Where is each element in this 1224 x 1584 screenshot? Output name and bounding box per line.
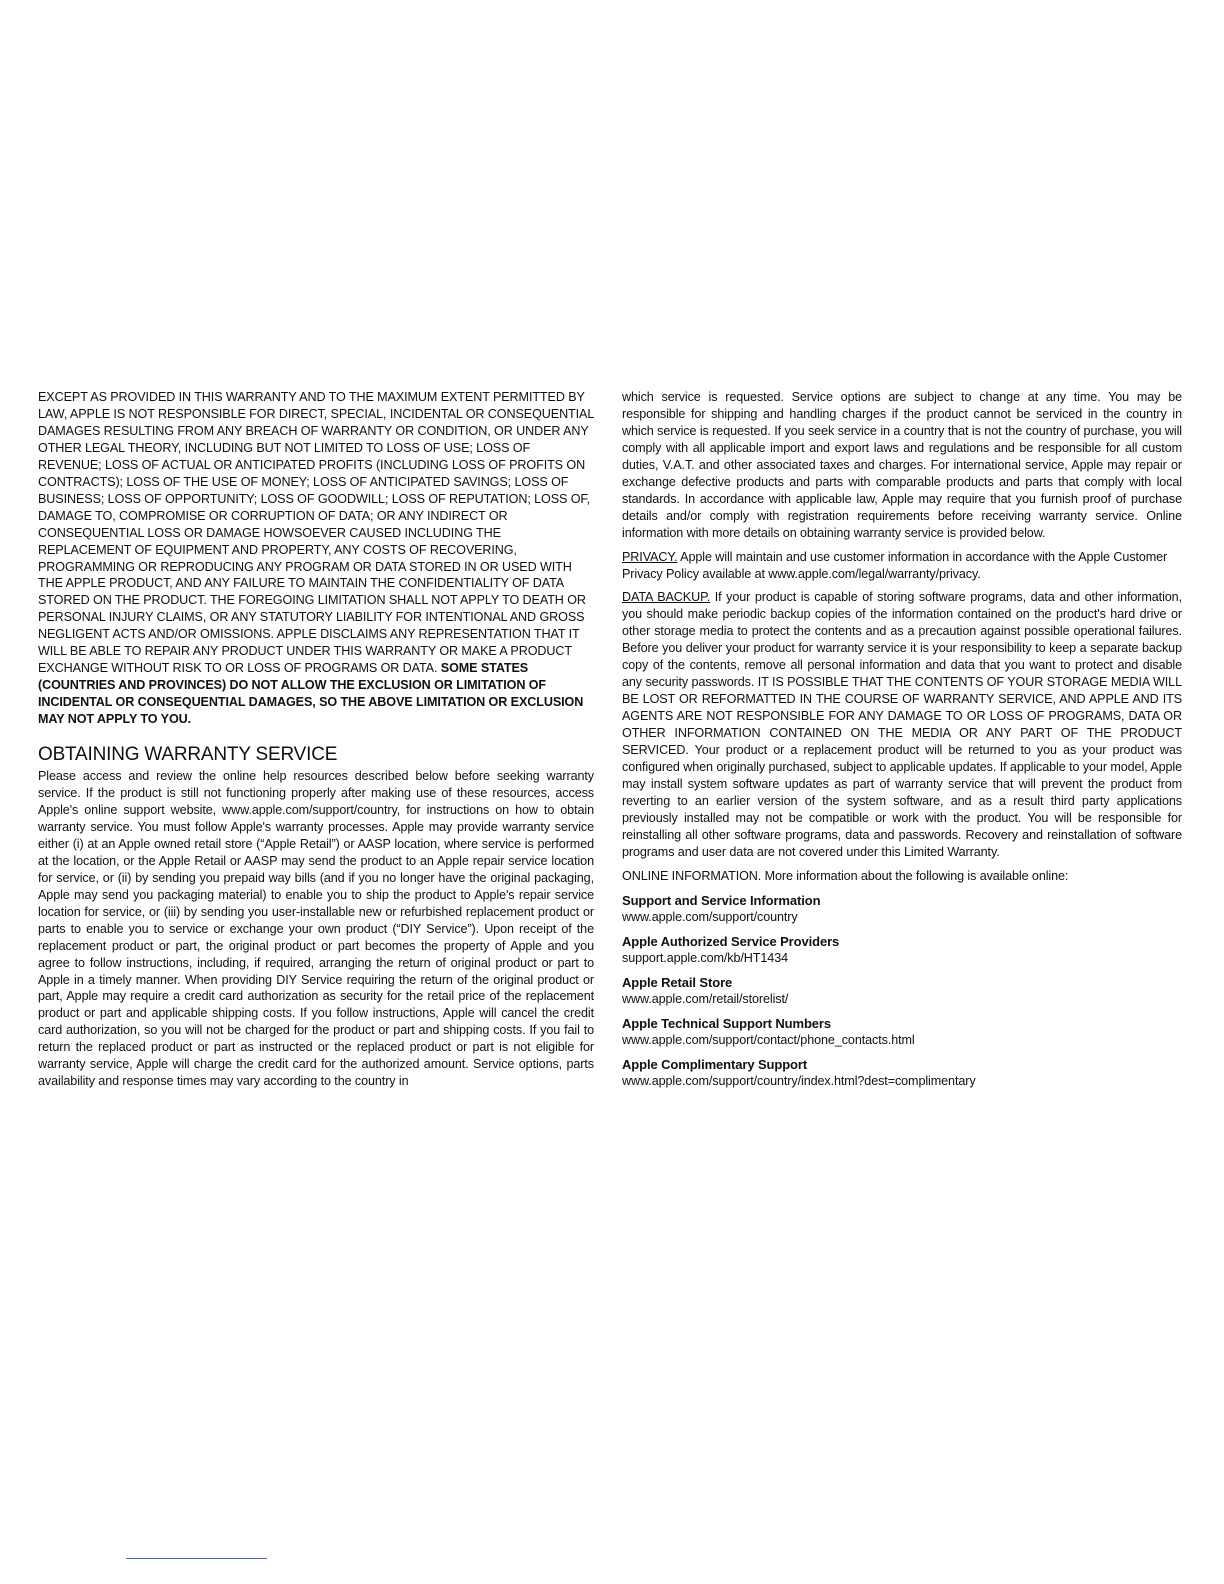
- footer-divider-line: [126, 1558, 267, 1559]
- liability-exclusion-text: EXCEPT AS PROVIDED IN THIS WARRANTY AND TO THE MAXIMUM EXTENT PERMITTED BY LAW, APPLE IS NOT RESPONSIBLE FOR DIRECT, SPECIAL, INCIDENTAL OR CONSEQUENTIAL DAMAGES RESULTING FROM ANY BREACH OF WARRANTY OR CONDITION, OR UNDER ANY OTHER LEGAL THEORY, INCLUDING BUT NOT LIMITED TO LOSS OF USE; LOSS OF REVENUE; LOSS OF ACTUAL OR ANTICIPATED PROFITS (INCLUDING LOSS OF PROFITS ON CONTRACTS); LOSS OF THE USE OF MONEY; LOSS OF ANTICIPATED SAVINGS; LOSS OF BUSINESS; LOSS OF OPPORTUNITY; LOSS OF GOODWILL; LOSS OF REPUTATION; LOSS OF, DAMAGE TO, COMPROMISE OR CORRUPTION OF DATA; OR ANY INDIRECT OR CONSEQUENTIAL LOSS OR DAMAGE HOWSOEVER CAUSED INCLUDING THE REPLACEMENT OF EQUIPMENT AND PROPERTY, ANY COSTS OF RECOVERING, PROGRAMMING OR REPRODUCING ANY PROGRAM OR DATA STORED IN OR USED WITH THE APPLE PRODUCT, AND ANY FAILURE TO MAINTAIN THE CONFIDENTIALITY OF DATA STORED ON THE PRODUCT. THE FOREGOING LIMITATION SHALL NOT APPLY TO DEATH OR PERSONAL INJURY CLAIMS, OR ANY STATUTORY LIABILITY FOR INTENTIONAL AND GROSS NEGLIGENT ACTS AND/OR OMISSIONS. APPLE DISCLAIMS ANY REPRESENTATION THAT IT WILL BE ABLE TO REPAIR ANY PRODUCT UNDER THIS WARRANTY OR MAKE A PRODUCT EXCHANGE WITHOUT RISK TO OR LOSS OF PROGRAMS OR DATA.: [38, 390, 594, 676]
- resource-title: Apple Technical Support Numbers: [622, 1015, 832, 1031]
- resource-url[interactable]: www.apple.com/support/country: [622, 909, 798, 924]
- privacy-paragraph: [622, 549, 1182, 583]
- resource-url[interactable]: www.apple.com/support/country/index.html?dest=complimentary: [622, 1073, 976, 1088]
- online-information-paragraph: ONLINE INFORMATION. More information about the following is available online:: [622, 868, 1069, 883]
- resource-item: [622, 974, 1182, 1008]
- resource-url[interactable]: www.apple.com/retail/storelist/: [622, 991, 789, 1006]
- resource-title: Apple Complimentary Support: [622, 1056, 808, 1072]
- resource-title: Apple Retail Store: [622, 974, 733, 990]
- warranty-service-paragraph: Please access and review the online help resources described below before seeking warranty service. If the product is still not functioning properly after making use of these resources, access Apple's online support website, www.apple.com/support/country, for instructions on how to obtain warranty service. You must follow Apple's warranty processes. Apple may provide warranty service either (i) at an Apple owned retail store (“Apple Retail”) or AASP location, where service is performed at the location, or the Apple Retail or AASP may send the product to an Apple repair service location for service, or (ii) by sending you prepaid way bills (and if you no longer have the original packaging, Apple may send you packaging material) to enable you to ship the product to Apple's repair service location for service, or (iii) by sending you user-installable new or refurbished replacement product or parts to enable you to service or exchange your own product (“DIY Service”). Upon receipt of the replacement product or part, the original product or part becomes the property of Apple and you agree to follow instructions, including, if required, arranging the return of original product or part to Apple in a timely manner. When providing DIY Service requiring the return of the original product or part, Apple may require a credit card authorization as security for the retail price of the replacement product or part and applicable shipping costs. If you follow instructions, Apple will cancel the credit card authorization, so you will not be charged for the product or part and shipping costs. If you fail to return the replaced product or part as instructed or the replaced product or part is not eligible for warranty service, Apple will charge the credit card for the authorized amount. Service options, parts availability and response times may vary according to the country in: [38, 769, 594, 1089]
- right-column: [622, 389, 1182, 1090]
- data-backup-label: DATA BACKUP.: [622, 590, 711, 605]
- resource-url[interactable]: www.apple.com/support/contact/phone_contacts.html: [622, 1032, 915, 1047]
- resource-url[interactable]: support.apple.com/kb/HT1434: [622, 950, 789, 965]
- obtaining-warranty-service-heading: OBTAINING WARRANTY SERVICE: [38, 744, 338, 766]
- data-backup-text: If your product is capable of storing software programs, data and other information, you should make periodic backup copies of the information contained on the product's hard drive or other storage media to protect the contents and as a precaution against possible operational failures. Before you deliver your product for warranty service it is your responsibility to keep a separate backup copy of the contents, remove all personal information and data that you want to protect and disable any security passwords. IT IS POSSIBLE THAT THE CONTENTS OF YOUR STORAGE MEDIA WILL BE LOST OR REFORMATTED IN THE COURSE OF WARRANTY SERVICE, AND APPLE AND ITS AGENTS ARE NOT RESPONSIBLE FOR ANY DAMAGE TO OR LOSS OF PROGRAMS, DATA OR OTHER INFORMATION CONTAINED ON THE MEDIA OR ANY PART OF THE PRODUCT SERVICED. Your product or a replacement product will be returned to you as your product was configured when originally purchased, subject to applicable updates. If applicable to your model, Apple may install system software updates as part of warranty service that will prevent the product from reverting to an earlier version of the system software, and as a result third party applications previously installed may not be compatible or work with the product. You will be responsible for reinstalling all other software programs, data and passwords. Recovery and reinstallation of software programs and user data are not covered under this Limited Warranty.: [622, 590, 1182, 859]
- liability-exclusion-paragraph: [38, 389, 594, 728]
- resource-title: Apple Authorized Service Providers: [622, 933, 840, 949]
- resource-item: [622, 1015, 1182, 1049]
- resource-title: Support and Service Information: [622, 892, 821, 908]
- data-backup-paragraph: [622, 589, 1182, 860]
- resource-item: [622, 933, 1182, 967]
- resource-item: [622, 892, 1182, 926]
- privacy-label: PRIVACY.: [622, 549, 678, 564]
- privacy-text: Apple will maintain and use customer information in accordance with the Apple Customer Privacy Policy available at www.apple.com/legal/warranty/privacy.: [622, 549, 1168, 581]
- left-column: [38, 389, 594, 1090]
- liability-exclusion-bold-notice: SOME STATES (COUNTRIES AND PROVINCES) DO NOT ALLOW THE EXCLUSION OR LIMITATION OF INCIDENTAL OR CONSEQUENTIAL DAMAGES, SO THE ABOVE LIMITATION OR EXCLUSION MAY NOT APPLY TO YOU.: [38, 661, 584, 727]
- resource-item: [622, 1056, 1182, 1090]
- service-continued-paragraph: which service is requested. Service options are subject to change at any time. You may be responsible for shipping and handling charges if the product cannot be serviced in the country in which service is requested. If you seek service in a country that is not the country of purchase, you will comply with all applicable import and export laws and regulations and be responsible for all custom duties, V.A.T. and other associated taxes and charges. For international service, Apple may repair or exchange defective products and parts with comparable products and parts that comply with local standards. In accordance with applicable law, Apple may require that you furnish proof of purchase details and/or comply with registration requirements before receiving warranty service. Online information with more details on obtaining warranty service is provided below.: [622, 390, 1182, 540]
